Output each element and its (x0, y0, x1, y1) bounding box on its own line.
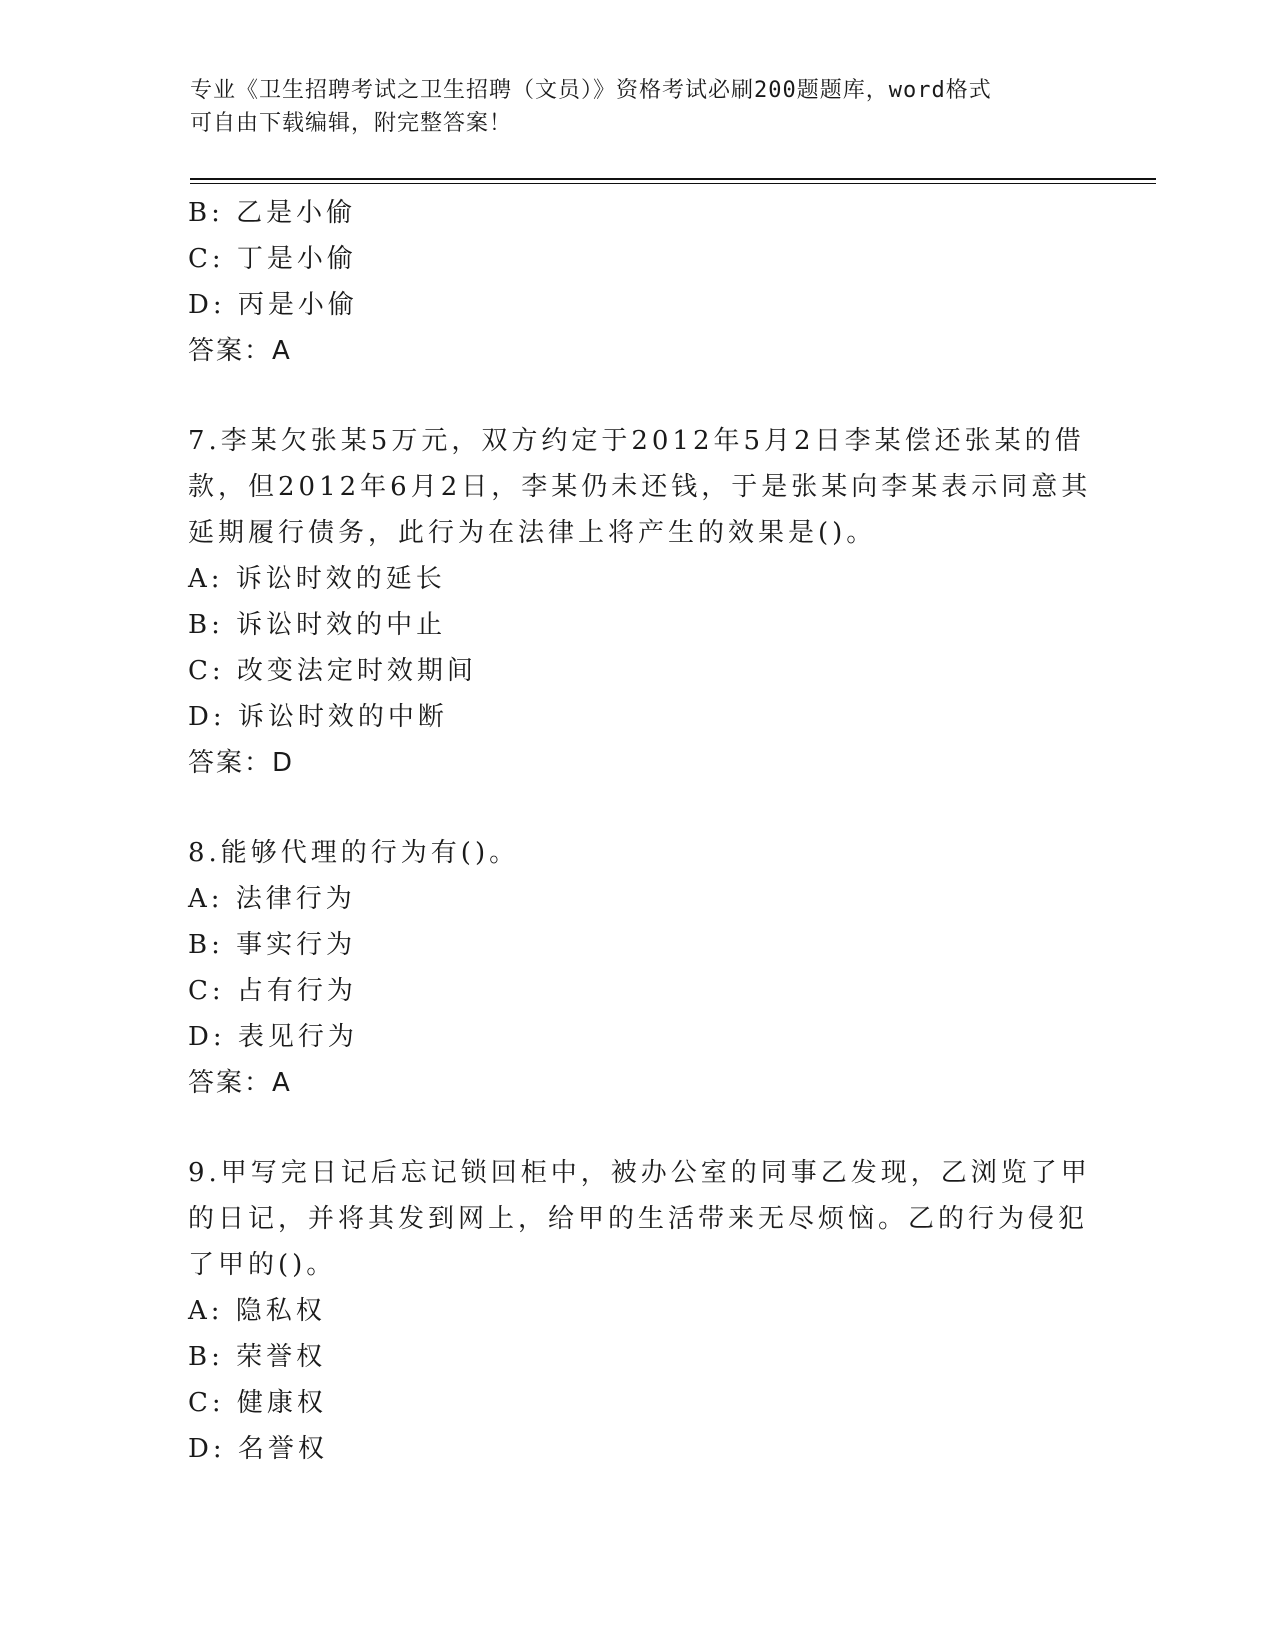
option-a: A: 诉讼时效的延长 (188, 564, 446, 594)
option-c: C: 占有行为 (188, 976, 357, 1006)
option-d: D: 诉讼时效的中断 (188, 702, 448, 732)
question-text-line: 款，但2012年6月2日，李某仍未还钱，于是张某向李某表示同意其 (188, 472, 1092, 502)
question-text-line: 8.能够代理的行为有()。 (188, 838, 520, 868)
question-text-line: 了甲的()。 (188, 1250, 337, 1280)
answer: 答案：A (188, 336, 292, 366)
header-line-2: 可自由下载编辑，附完整答案！ (190, 111, 513, 136)
answer: 答案：A (188, 1068, 292, 1098)
option-b: B: 荣誉权 (188, 1342, 327, 1372)
spacer (188, 1106, 1088, 1150)
question-9 (188, 1150, 1091, 1472)
question-text-line: 的日记，并将其发到网上，给甲的生活带来无尽烦恼。乙的行为侵犯 (188, 1204, 1089, 1234)
option-d: D: 表见行为 (188, 1022, 358, 1052)
header-rule-thick (190, 178, 1156, 180)
option-c: C: 丁是小偷 (188, 244, 357, 274)
page-header (190, 74, 1090, 140)
answer: 答案：D (188, 748, 295, 778)
question-7 (188, 418, 1092, 786)
header-rule-thin (190, 183, 1156, 184)
question-6-continued (188, 190, 1088, 374)
question-text-line: 9.甲写完日记后忘记锁回柜中，被办公室的同事乙发现，乙浏览了甲 (188, 1158, 1091, 1188)
option-c: C: 改变法定时效期间 (188, 656, 477, 686)
question-8 (188, 830, 1088, 1106)
question-text-line: 延期履行债务，此行为在法律上将产生的效果是()。 (188, 518, 877, 548)
option-c: C: 健康权 (188, 1388, 327, 1418)
question-text-line: 7.李某欠张某5万元，双方约定于2012年5月2日李某偿还张某的借 (188, 426, 1085, 456)
option-d: D: 丙是小偷 (188, 290, 358, 320)
option-a: A: 隐私权 (188, 1296, 326, 1326)
document-body (188, 190, 1092, 1472)
option-a: A: 法律行为 (188, 884, 356, 914)
header-line-1: 专业《卫生招聘考试之卫生招聘（文员）》资格考试必刷200题题库，word格式 (190, 78, 992, 103)
spacer (188, 786, 1088, 830)
option-b: B: 诉讼时效的中止 (188, 610, 447, 640)
option-d: D: 名誉权 (188, 1434, 328, 1464)
option-b: B: 事实行为 (188, 930, 357, 960)
spacer (188, 374, 1088, 418)
option-b: B: 乙是小偷 (188, 198, 357, 228)
